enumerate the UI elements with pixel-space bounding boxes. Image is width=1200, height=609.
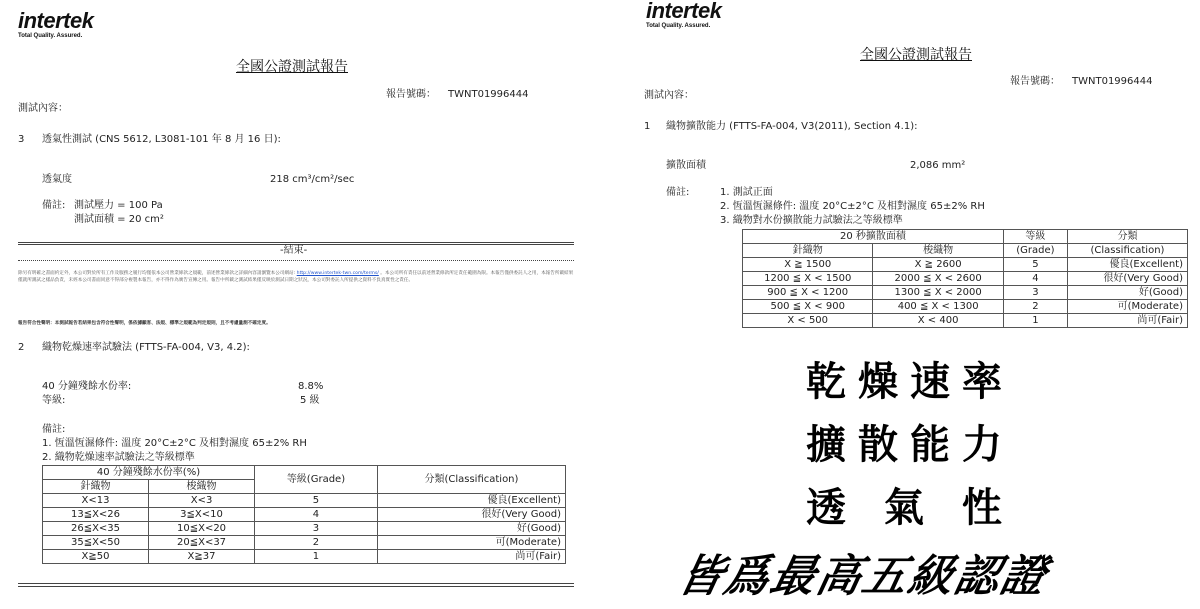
- table-cell: X<3: [149, 494, 255, 508]
- table-cell: 尚可(Fair): [377, 550, 565, 564]
- disclaimer-part-2: 。本公司所有責任以前述營業條款所定責任範圍為限。本報告僅供委託人之用，本報告所載結果僅就所測試之樣品負責，未經本公司書面同意不得部分複製本報告，亦不得作為廣告宣傳之用。報告中所載之測試結果僅反映於測試日期之狀況，本公司對委託人所提供之資料不負真實性之責任。: [18, 271, 574, 283]
- spread-ability-table: [742, 229, 1188, 328]
- section-3-number: 3: [18, 134, 25, 145]
- table-cell: 3: [1003, 286, 1067, 300]
- logo-tagline: Total Quality. Assured.: [18, 33, 83, 39]
- intertek-logo: [18, 10, 93, 39]
- table-cell: 3: [255, 522, 378, 536]
- section-2-title: 織物乾燥速率試驗法 (FTTS-FA-004, V3, 4.2):: [42, 342, 250, 353]
- table-cell: X<13: [43, 494, 149, 508]
- report-number: TWNT01996444: [448, 89, 529, 100]
- table-cell: 好(Good): [1067, 286, 1187, 300]
- logo-text: intertek: [18, 8, 94, 33]
- table-cell: 400 ≦ X < 1300: [873, 300, 1003, 314]
- table-header-classification-zh: 分類: [1067, 230, 1187, 244]
- table-header-row: [743, 230, 1188, 244]
- section-3-note-1: 測試壓力 = 100 Pa: [74, 200, 163, 211]
- table-cell: 2: [255, 536, 378, 550]
- table-header-classification-en: (Classification): [1067, 244, 1187, 258]
- table-cell: X ≧ 1500: [743, 258, 873, 272]
- table-header-woven: 梭織物: [149, 480, 255, 494]
- table-cell: 可(Moderate): [377, 536, 565, 550]
- table-cell: 4: [1003, 272, 1067, 286]
- disclaimer-part-1: 除另有明確之書面約定外，本公司對於所有工作及服務之履行均僅依本公司營業條款之規範，前述營業條款之詳細內容請瀏覽本公司網站:: [18, 271, 296, 276]
- table-header-knit: 針織物: [743, 244, 873, 258]
- table-row: [43, 536, 566, 550]
- divider-bottom: [18, 583, 574, 584]
- table-cell: X ≧ 2600: [873, 258, 1003, 272]
- table-header-grade-zh: 等級: [1003, 230, 1067, 244]
- table-cell: 2000 ≦ X < 2600: [873, 272, 1003, 286]
- section-1-note-3: 3. 織物對水份擴散能力試驗法之等級標準: [720, 215, 903, 226]
- table-header-classification: 分類(Classification): [377, 466, 565, 494]
- table-header-grade-en: (Grade): [1003, 244, 1067, 258]
- table-cell: 5: [255, 494, 378, 508]
- table-row: [43, 508, 566, 522]
- slogan-air-permeability: 透 氣 性: [806, 485, 1014, 531]
- grade-value: 5 級: [300, 395, 320, 406]
- table-row: [743, 286, 1188, 300]
- table-cell: 好(Good): [377, 522, 565, 536]
- table-row: [743, 314, 1188, 328]
- section-2-note-1: 1. 恆溫恆濕條件: 溫度 20°C±2°C 及相對濕度 65±2% RH: [42, 438, 307, 449]
- table-cell: 2: [1003, 300, 1067, 314]
- grade-label: 等級:: [42, 395, 66, 406]
- table-cell: 20≦X<37: [149, 536, 255, 550]
- spread-area-label: 擴散面積: [666, 160, 706, 171]
- residual-moisture-value: 8.8%: [298, 381, 324, 392]
- table-row: [743, 258, 1188, 272]
- table-cell: 1300 ≦ X < 2000: [873, 286, 1003, 300]
- conformity-statement: 報告符合性聲明：本測試報告若結果包含符合性聲明，係依據顧客、法規、標準之規範為判定規則，且不考慮量測不確定度。: [18, 321, 271, 326]
- report-title: 全國公證測試報告: [236, 59, 348, 75]
- air-permeability-label: 透氣度: [42, 174, 72, 185]
- table-row: [43, 522, 566, 536]
- report-number-label: 報告號碼：: [1010, 76, 1060, 87]
- table-cell: 很好(Very Good): [1067, 272, 1187, 286]
- section-1-number: 1: [644, 121, 651, 132]
- table-header-grade: 等級(Grade): [255, 466, 378, 494]
- table-header-row: [43, 466, 566, 480]
- table-cell: 優良(Excellent): [377, 494, 565, 508]
- divider-bottom-2: [18, 586, 574, 587]
- right-report-page: [628, 0, 1200, 609]
- table-cell: 900 ≦ X < 1200: [743, 286, 873, 300]
- table-group-header: 40 分鐘殘餘水份率(%): [43, 466, 255, 480]
- table-header-woven: 梭織物: [873, 244, 1003, 258]
- table-cell: 可(Moderate): [1067, 300, 1187, 314]
- table-cell: 尚可(Fair): [1067, 314, 1187, 328]
- slogan-drying-rate: 乾燥速率: [806, 359, 1014, 405]
- divider-dotted: [18, 260, 574, 261]
- table-subheader-row: [743, 244, 1188, 258]
- section-2-number: 2: [18, 342, 25, 353]
- section-1-note-2: 2. 恆溫恆濕條件: 溫度 20°C±2°C 及相對濕度 65±2% RH: [720, 201, 985, 212]
- table-cell: 1: [1003, 314, 1067, 328]
- table-cell: 500 ≦ X < 900: [743, 300, 873, 314]
- table-cell: 1: [255, 550, 378, 564]
- table-group-header: 20 秒擴散面積: [743, 230, 1004, 244]
- air-permeability-value: 218 cm³/cm²/sec: [270, 174, 355, 185]
- table-cell: 13≦X<26: [43, 508, 149, 522]
- table-cell: 35≦X<50: [43, 536, 149, 550]
- table-cell: 5: [1003, 258, 1067, 272]
- section-3-title: 透氣性測試 (CNS 5612, L3081-101 年 8 月 16 日):: [42, 134, 281, 145]
- table-row: [743, 272, 1188, 286]
- logo-tagline: Total Quality. Assured.: [646, 23, 711, 29]
- table-cell: 1200 ≦ X < 1500: [743, 272, 873, 286]
- test-content-label: 測試內容：: [18, 103, 68, 114]
- table-cell: X < 400: [873, 314, 1003, 328]
- section-3-note-2: 測試面積 = 20 cm²: [74, 214, 164, 225]
- report-number: TWNT01996444: [1072, 76, 1153, 87]
- end-mark: -結束-: [280, 245, 308, 256]
- table-cell: X≧37: [149, 550, 255, 564]
- residual-moisture-label: 40 分鐘殘餘水份率:: [42, 381, 132, 392]
- table-row: [743, 300, 1188, 314]
- drying-rate-table: [42, 465, 566, 564]
- table-cell: 優良(Excellent): [1067, 258, 1187, 272]
- report-title: 全國公證測試報告: [860, 47, 972, 63]
- divider-top: [18, 242, 574, 243]
- table-cell: 26≦X<35: [43, 522, 149, 536]
- section-2-note-2: 2. 織物乾燥速率試驗法之等級標準: [42, 452, 195, 463]
- table-cell: X < 500: [743, 314, 873, 328]
- table-cell: 10≦X<20: [149, 522, 255, 536]
- slogan-spread-ability: 擴散能力: [806, 422, 1014, 468]
- section-3-note-label: 備註:: [42, 200, 66, 211]
- logo-text: intertek: [646, 0, 722, 23]
- table-cell: 4: [255, 508, 378, 522]
- section-1-note-label: 備註:: [666, 187, 690, 198]
- intertek-logo: [646, 0, 721, 29]
- table-cell: 很好(Very Good): [377, 508, 565, 522]
- report-number-label: 報告號碼：: [386, 89, 436, 100]
- table-header-knit: 針織物: [43, 480, 149, 494]
- table-row: [43, 550, 566, 564]
- disclaimer-text: [18, 270, 574, 316]
- table-cell: X≧50: [43, 550, 149, 564]
- section-1-title: 織物擴散能力 (FTTS-FA-004, V3(2011), Section 4.1):: [666, 121, 918, 132]
- section-2-note-label: 備註:: [42, 424, 66, 435]
- slogan-top-grade: 皆爲最高五級認證: [673, 551, 1053, 602]
- terms-link[interactable]: http://www.intertek-twn.com/terms/: [296, 271, 379, 276]
- table-cell: 3≦X<10: [149, 508, 255, 522]
- table-row: [43, 494, 566, 508]
- left-report-page: [0, 0, 590, 609]
- test-content-label: 測試內容：: [644, 90, 694, 101]
- spread-area-value: 2,086 mm²: [910, 160, 966, 171]
- section-1-note-1: 1. 測試正面: [720, 187, 773, 198]
